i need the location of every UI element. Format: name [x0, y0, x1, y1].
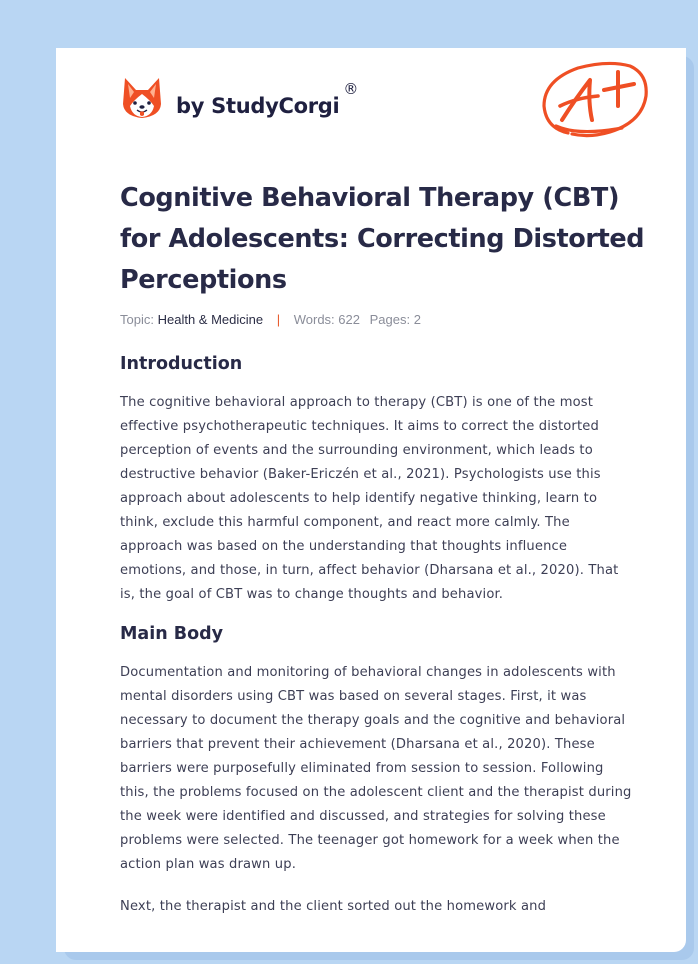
- main-body-paragraph-1: Documentation and monitoring of behavioral changes in adolescents with mental disorders using CBT was based on several stages. First, it was necessary to document the therapy goals and the cognitive and behavioral barriers that prevent their achievement (Dharsana et al., 2020). These barriers were purposefully eliminated from session to session. Following this, the problems focused on the adolescent client and the therapist during the week were identified and discussed, and strategies for solving these problems were selected. The teenager got homework for a week when the action plan was drawn up.: [120, 665, 632, 872]
- words-count: 622: [338, 312, 360, 327]
- topic-label: Topic:: [120, 312, 154, 327]
- a-plus-grade-icon: [538, 58, 650, 142]
- words-label: Words:: [293, 312, 335, 327]
- pages-count: 2: [413, 312, 421, 327]
- main-body-paragraph-2: Next, the therapist and the client sorted out the homework and: [120, 899, 547, 914]
- introduction-paragraph: The cognitive behavioral approach to therapy (CBT) is one of the most effective psychotherapeutic techniques. It aims to correct the distorted perception of events and the surrounding environment, which leads to destructive behavior (Baker-Ericzén et al., 2021). Psychologists use this approach about adolescents to help identify negative thinking, learn to think, exclude this harmful component, and react more calmly. The approach was based on the understanding that thoughts influence emotions, and those, in turn, affect behavior (Dharsana et al., 2020). That is, the goal of CBT was to change thoughts and behavior.: [120, 395, 619, 602]
- registered-mark: ®: [343, 80, 359, 98]
- article-meta: [120, 312, 421, 327]
- article-title: Cognitive Behavioral Therapy (CBT) for Adolescents: Correcting Distorted Perceptions: [120, 183, 645, 295]
- document-card: [56, 48, 686, 952]
- logo-text: by StudyCorgi: [176, 94, 340, 118]
- section-heading-introduction: Introduction: [120, 354, 243, 374]
- topic-link[interactable]: Health & Medicine: [157, 312, 264, 327]
- studycorgi-logo[interactable]: [122, 76, 358, 122]
- meta-separator: |: [276, 312, 281, 327]
- grade-badge: [538, 58, 650, 147]
- corgi-icon: [122, 76, 162, 122]
- section-heading-main-body: Main Body: [120, 624, 224, 644]
- pages-label: Pages:: [369, 312, 411, 327]
